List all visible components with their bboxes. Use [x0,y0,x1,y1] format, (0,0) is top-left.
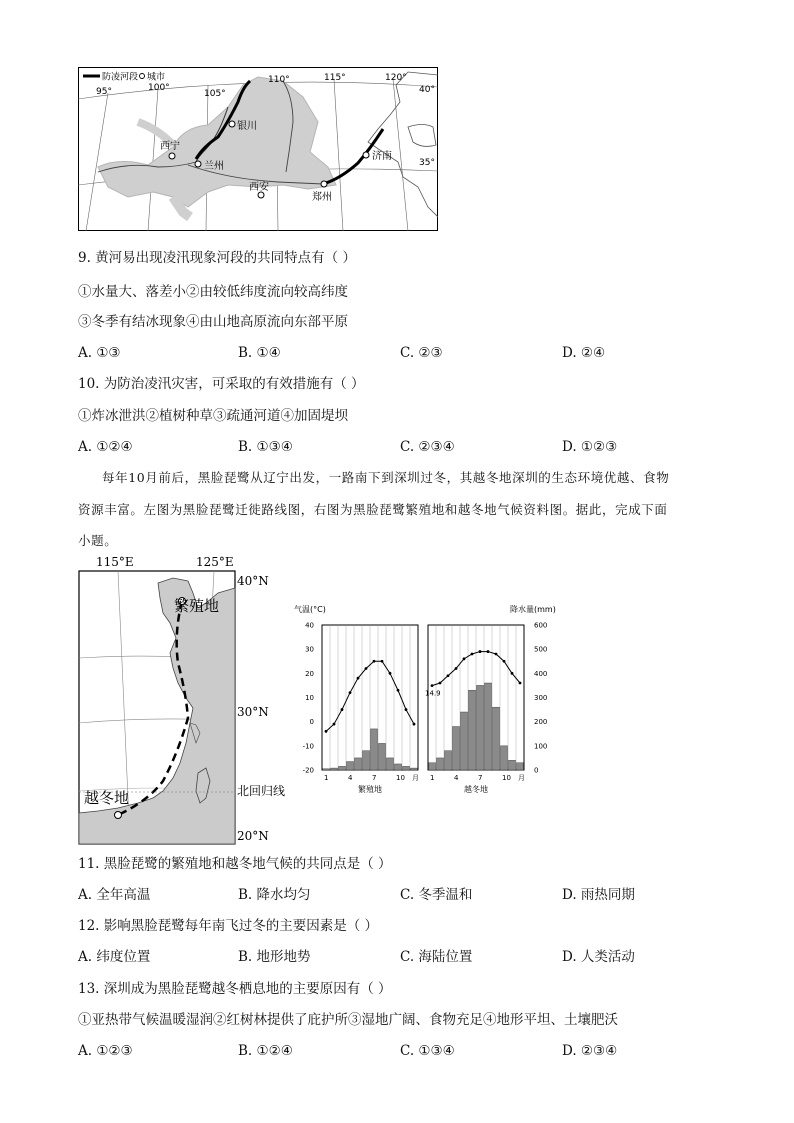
precip-bar-0-5 [355,758,362,770]
city-xian: 西安 [249,182,269,193]
temp-point-0-12 [413,723,416,726]
yellow-river-map-svg [78,67,438,231]
breeding-site-label: 繁殖地 [174,597,220,615]
temp-point-1-12 [519,682,522,685]
q12-option-b[interactable]: B. 地形地势 [238,949,311,965]
temp-annotation-1: 14.9 [425,689,441,698]
precip-bar-1-11 [509,760,516,770]
climate-charts-svg [290,600,560,800]
x-tick-0-7: 7 [372,774,377,782]
precip-tick-600: 600 [534,621,548,630]
legend-ice-reach-label: 防凌河段 [102,72,139,83]
x-tick-0-4: 4 [348,774,353,782]
temp-point-1-2 [439,682,442,685]
lon-label-125e: 125°E [196,555,234,569]
temp-tick-0: 0 [309,718,314,727]
lat-label-40: 40° [419,85,435,95]
q9-option-b[interactable]: B. ①④ [238,345,281,361]
lon-label-120: 120° [385,73,407,83]
temp-point-0-7 [373,660,376,663]
precip-bar-0-4 [347,762,354,770]
q10-option-c[interactable]: C. ②③④ [400,439,455,455]
precip-tick-300: 300 [534,694,548,702]
precip-bar-1-9 [493,707,500,770]
lat-label-40n: 40°N [237,574,269,588]
x-tick-1-7: 7 [478,774,483,782]
q9-option-a[interactable]: A. ①③ [78,345,121,361]
precip-bar-1-4 [453,727,460,771]
q9-option-c[interactable]: C. ②③ [400,345,443,361]
precip-bar-0-9 [387,758,394,770]
chart-title-1: 越冬地 [464,785,488,794]
chart-panels [303,622,548,795]
temp-point-0-3 [341,708,344,711]
x-tick-1-10: 10 [502,774,511,782]
temp-point-0-9 [389,672,392,675]
precip-bar-0-8 [379,743,386,770]
q13-option-d[interactable]: D. ②③④ [562,1043,618,1059]
city-xining: 西宁 [160,141,180,152]
precip-bar-0-12 [411,768,418,770]
precip-tick-400: 400 [534,669,548,678]
q10-option-b[interactable]: B. ①③④ [238,439,293,455]
q11-option-d[interactable]: D. 雨热同期 [562,887,635,903]
temp-point-1-7 [479,650,482,653]
precip-bar-0-1 [323,769,330,770]
q10-option-d[interactable]: D. ①②③ [562,439,618,455]
q11-option-a[interactable]: A. 全年高温 [78,887,151,903]
city-lanzhou: 兰州 [204,161,224,172]
precip-tick-0: 0 [534,766,539,775]
passage-line1: 每年10月前后，黑脸琵鹭从辽宁出发，一路南下到深圳过冬，其越冬地深圳的生态环境优越、食物 [102,470,670,485]
precip-bar-0-10 [395,764,402,770]
q13-option-c[interactable]: C. ①③④ [400,1043,455,1059]
precip-bar-1-7 [477,685,484,770]
temp-tick-40: 40 [305,621,314,630]
temp-point-0-8 [381,660,384,663]
precip-bar-0-6 [363,751,370,770]
lon-label-95: 95° [96,87,112,97]
city-zhengzhou: 郑州 [312,192,332,203]
temp-point-1-11 [511,672,514,675]
temp-point-0-4 [349,691,352,694]
precip-bar-0-7 [371,729,378,770]
city-yinchuan: 银川 [237,121,257,132]
precip-bar-1-8 [485,683,492,770]
q10-option-a[interactable]: A. ①②④ [78,439,133,455]
temp-point-1-1 [431,684,434,687]
lon-label-115e: 115°E [96,555,134,569]
q9-stem: 9. 黄河易出现凌汛现象河段的共同特点有（ ） [78,250,356,266]
q12-option-d[interactable]: D. 人类活动 [562,949,635,965]
precip-bar-1-2 [437,758,444,770]
q13-stem: 13. 深圳成为黑脸琵鹭越冬栖息地的主要原因有（ ） [78,981,392,997]
precip-bar-1-1 [429,763,436,770]
yellow-river-map [78,67,438,231]
lat-label-30n: 30°N [237,705,269,719]
temp-point-0-1 [325,730,328,733]
precip-bar-0-11 [403,766,410,770]
precip-bar-1-6 [469,690,476,770]
x-tick-1-1: 1 [430,774,435,782]
lon-label-105: 105° [204,89,226,99]
x-axis-unit-1: 月 [518,774,525,782]
precip-bar-1-10 [501,746,508,770]
lon-label-115: 115° [324,73,346,83]
temp-point-1-5 [463,657,466,660]
q12-option-a[interactable]: A. 纬度位置 [78,949,151,965]
precip-axis-label: 降水量(mm) [510,605,556,614]
q9-line1: ①水量大、落差小②由较低纬度流向较高纬度 [78,284,348,300]
q10-line1: ①炸冰泄洪②植树种草③疏通河道④加固堤坝 [78,408,348,424]
temp-tick-20: 20 [305,669,314,678]
precip-bar-0-3 [339,766,346,770]
x-tick-0-1: 1 [324,774,329,782]
passage-line3: 小题。 [78,533,118,548]
precip-bar-1-12 [517,763,524,770]
lon-label-100: 100° [148,83,170,93]
temp-point-0-2 [333,723,336,726]
temp-tick--20: -20 [302,766,314,775]
x-tick-1-4: 4 [454,774,459,782]
passage-line2: 资源丰富。左图为黑脸琵鹭迁徙路线图，右图为黑脸琵鹭繁殖地和越冬地气候资料图。据此，完成下面 [78,502,668,517]
lat-label-20n: 20°N [237,829,269,843]
temp-point-1-9 [495,653,498,656]
precip-bar-1-5 [461,712,468,770]
q13-option-a[interactable]: A. ①②③ [78,1043,133,1059]
temp-point-1-4 [455,667,458,670]
precip-bar-1-3 [445,751,452,770]
tropic-label: 北回归线 [237,784,286,798]
x-axis-unit-0: 月 [412,774,419,782]
precip-tick-200: 200 [534,718,548,727]
lat-label-35: 35° [419,158,435,168]
legend-city-label: 城市 [147,72,166,83]
temp-point-1-3 [447,674,450,677]
q9-option-d[interactable]: D. ②④ [562,345,606,361]
wintering-site-label: 越冬地 [84,789,130,807]
migration-map [78,553,298,848]
temp-point-0-11 [405,708,408,711]
temp-point-0-5 [357,677,360,680]
q11-option-c[interactable]: C. 冬季温和 [400,887,473,903]
temp-point-1-8 [487,650,490,653]
temp-point-1-6 [471,653,474,656]
q12-option-c[interactable]: C. 海陆位置 [400,949,473,965]
temp-tick--10: -10 [302,742,314,751]
temp-point-0-6 [365,667,368,670]
q9-line2: ③冬季有结冰现象④由山地高原流向东部平原 [78,314,348,330]
q12-stem: 12. 影响黑脸琵鹭每年南飞过冬的主要因素是（ ） [78,918,379,934]
q13-option-b[interactable]: B. ①②④ [238,1043,293,1059]
city-jinan: 济南 [372,151,392,162]
temp-tick-10: 10 [305,694,314,702]
migration-map-svg [78,553,298,848]
q10-stem: 10. 为防治凌汛灾害，可采取的有效措施有（ ） [78,376,365,392]
temp-axis-label: 气温(°C) [294,605,326,614]
temp-tick-30: 30 [305,645,314,654]
temp-point-1-10 [503,660,506,663]
lon-label-110: 110° [268,75,290,85]
temp-point-0-10 [397,689,400,692]
x-tick-0-10: 10 [396,774,405,782]
q13-line1: ①亚热带气候温暖湿润②红树林提供了庇护所③湿地广阔、食物充足④地形平坦、土壤肥沃 [78,1012,618,1028]
precip-tick-100: 100 [534,742,548,751]
climate-charts [290,600,560,800]
precip-tick-500: 500 [534,645,548,654]
q11-stem: 11. 黑脸琵鹭的繁殖地和越冬地气候的共同点是（ ） [78,856,392,872]
precip-bar-0-2 [331,768,338,770]
chart-title-0: 繁殖地 [358,785,382,794]
q11-option-b[interactable]: B. 降水均匀 [238,887,311,903]
